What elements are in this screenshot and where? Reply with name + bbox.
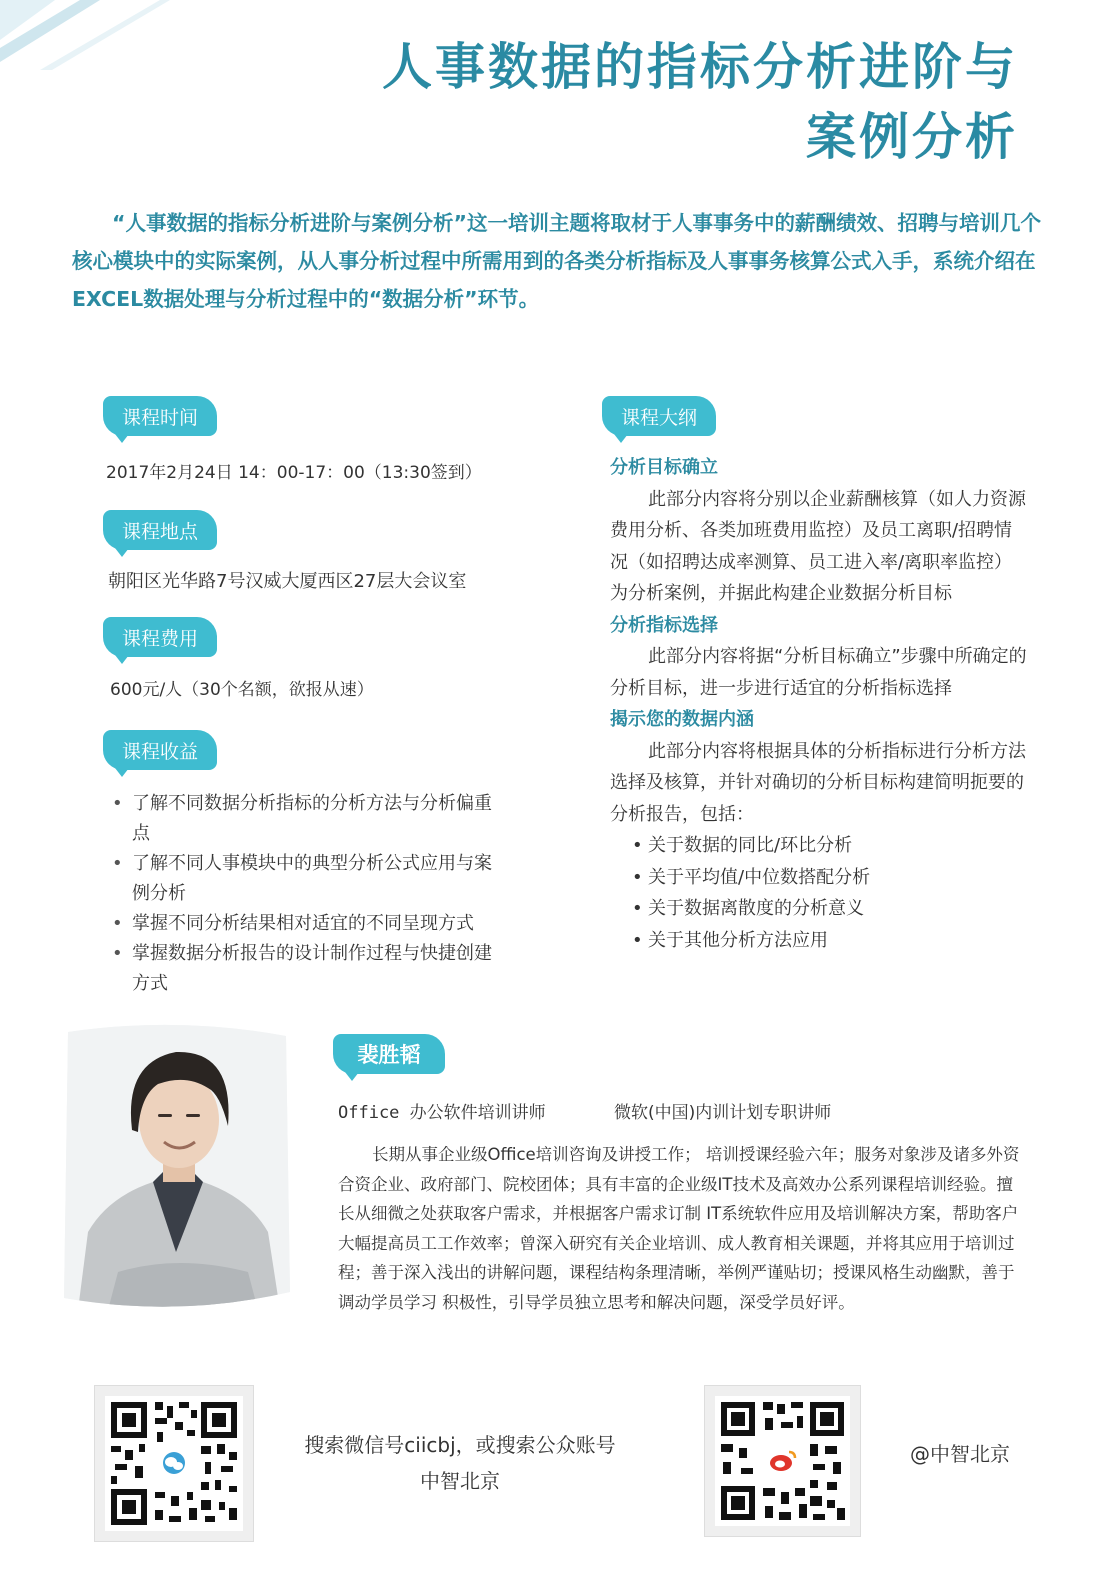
title-line-1: 人事数据的指标分析进阶与 <box>382 38 1018 96</box>
pill-tail <box>115 434 129 443</box>
wechat-line-2: 中智北京 <box>420 1469 500 1493</box>
outline-section-3-list <box>610 830 1030 956</box>
title-line-2: 案例分析 <box>806 108 1018 166</box>
pill-tail <box>345 1072 359 1081</box>
pill-course-location: 课程地点 <box>103 510 217 550</box>
pill-tail <box>115 548 129 557</box>
pill-course-outline: 课程大纲 <box>602 396 716 436</box>
pill-course-benefits: 课程收益 <box>103 730 217 770</box>
outline-section-2-text: 此部分内容将据“分析目标确立”步骤中所确定的分析目标，进一步进行适宜的分析指标选择 <box>610 646 1027 699</box>
list-item: • 掌握不同分析结果相对适宜的不同呈现方式 <box>112 909 492 939</box>
outline-section-1-text: 此部分内容将分别以企业薪酬核算（如人力资源费用分析、各类加班费用监控）及员工离职/招聘情况（如招聘达成率测算、员工进入率/离职率监控）为分析案例，并据此构建企业数据分析目标 <box>610 488 1026 604</box>
outline-section-3-title: 揭示您的数据内涵 <box>610 709 754 730</box>
benefits-list <box>112 789 492 999</box>
list-item: • 关于数据离散度的分析意义 <box>632 893 1030 925</box>
instructor-role-2: 微软(中国)内训计划专职讲师 <box>614 1103 832 1123</box>
weibo-qr-frame <box>704 1385 861 1537</box>
pill-course-time: 课程时间 <box>103 396 217 436</box>
pill-tail <box>115 655 129 664</box>
outline-section-2-title: 分析指标选择 <box>610 614 718 636</box>
course-location-value: 朝阳区光华路7号汉威大厦西区27层大会议室 <box>108 571 467 592</box>
instructor-bio: 长期从事企业级Office培训咨询及讲授工作； 培训授课经验六年；服务对象涉及诸多外资合资企业、政府部门、院校团体；具有丰富的企业级IT技术及高效办公系列课程培训经验。擅长从细微之处获取客户需求，并根据客户需求订制 IT系统软件应用及培训解决方案，帮助客户大幅提高员工工作效率；曾深入研究有关企业培训、成人教育相关课题，并将其应用于培训过程；善于深入浅出的讲解问题，课程结构条理清晰，举例严谨贴切；授课风格生动幽默，善于调动学员学习 积极性，引导学员独立思考和解决问题，深受学员好评。 <box>338 1145 1020 1312</box>
page-title <box>382 32 1018 172</box>
pill-course-fee: 课程费用 <box>103 617 217 657</box>
outline-content <box>610 452 1030 956</box>
list-item: • 关于平均值/中位数搭配分析 <box>632 862 1030 894</box>
wechat-line-1: 搜索微信号ciicbj，或搜索公众账号 <box>304 1433 616 1457</box>
wechat-qr-code <box>105 1396 243 1531</box>
weibo-qr-code <box>715 1396 850 1526</box>
list-item: • 了解不同人事模块中的典型分析公式应用与案例分析 <box>112 849 492 909</box>
course-time-value: 2017年2月24日 14：00-17：00（13:30签到） <box>106 463 482 483</box>
course-fee-value: 600元/人（30个名额，欲报从速） <box>110 680 374 700</box>
list-item: • 掌握数据分析报告的设计制作过程与快捷创建方式 <box>112 939 492 999</box>
instructor-role-1: Office 办公软件培训讲师 <box>338 1103 546 1123</box>
list-item: • 关于数据的同比/环比分析 <box>632 830 1030 862</box>
wechat-qr-frame <box>94 1385 254 1542</box>
corner-decoration <box>0 0 170 70</box>
wechat-search-text <box>270 1427 650 1499</box>
list-item: • 关于其他分析方法应用 <box>632 925 1030 957</box>
instructor-name: 裴胜韬 <box>333 1034 445 1074</box>
outline-section-1-title: 分析目标确立 <box>610 457 718 478</box>
intro-paragraph: “人事数据的指标分析进阶与案例分析”这一培训主题将取材于人事事务中的薪酬绩效、招聘与培训几个核心模块中的实际案例，从人事分析过程中所需用到的各类分析指标及人事事务核算公式入手，系统介绍在EXCEL数据处理与分析过程中的“数据分析”环节。 <box>72 211 1041 311</box>
instructor-photo <box>58 1022 296 1310</box>
pill-tail <box>115 768 129 777</box>
instructor-roles <box>338 1098 832 1123</box>
pill-tail <box>614 434 628 443</box>
list-item: • 了解不同数据分析指标的分析方法与分析偏重点 <box>112 789 492 849</box>
weibo-account-text: @中智北京 <box>910 1442 1010 1466</box>
outline-section-3-text: 此部分内容将根据具体的分析指标进行分析方法选择及核算，并针对确切的分析目标构建简明扼要的分析报告，包括： <box>610 740 1026 825</box>
